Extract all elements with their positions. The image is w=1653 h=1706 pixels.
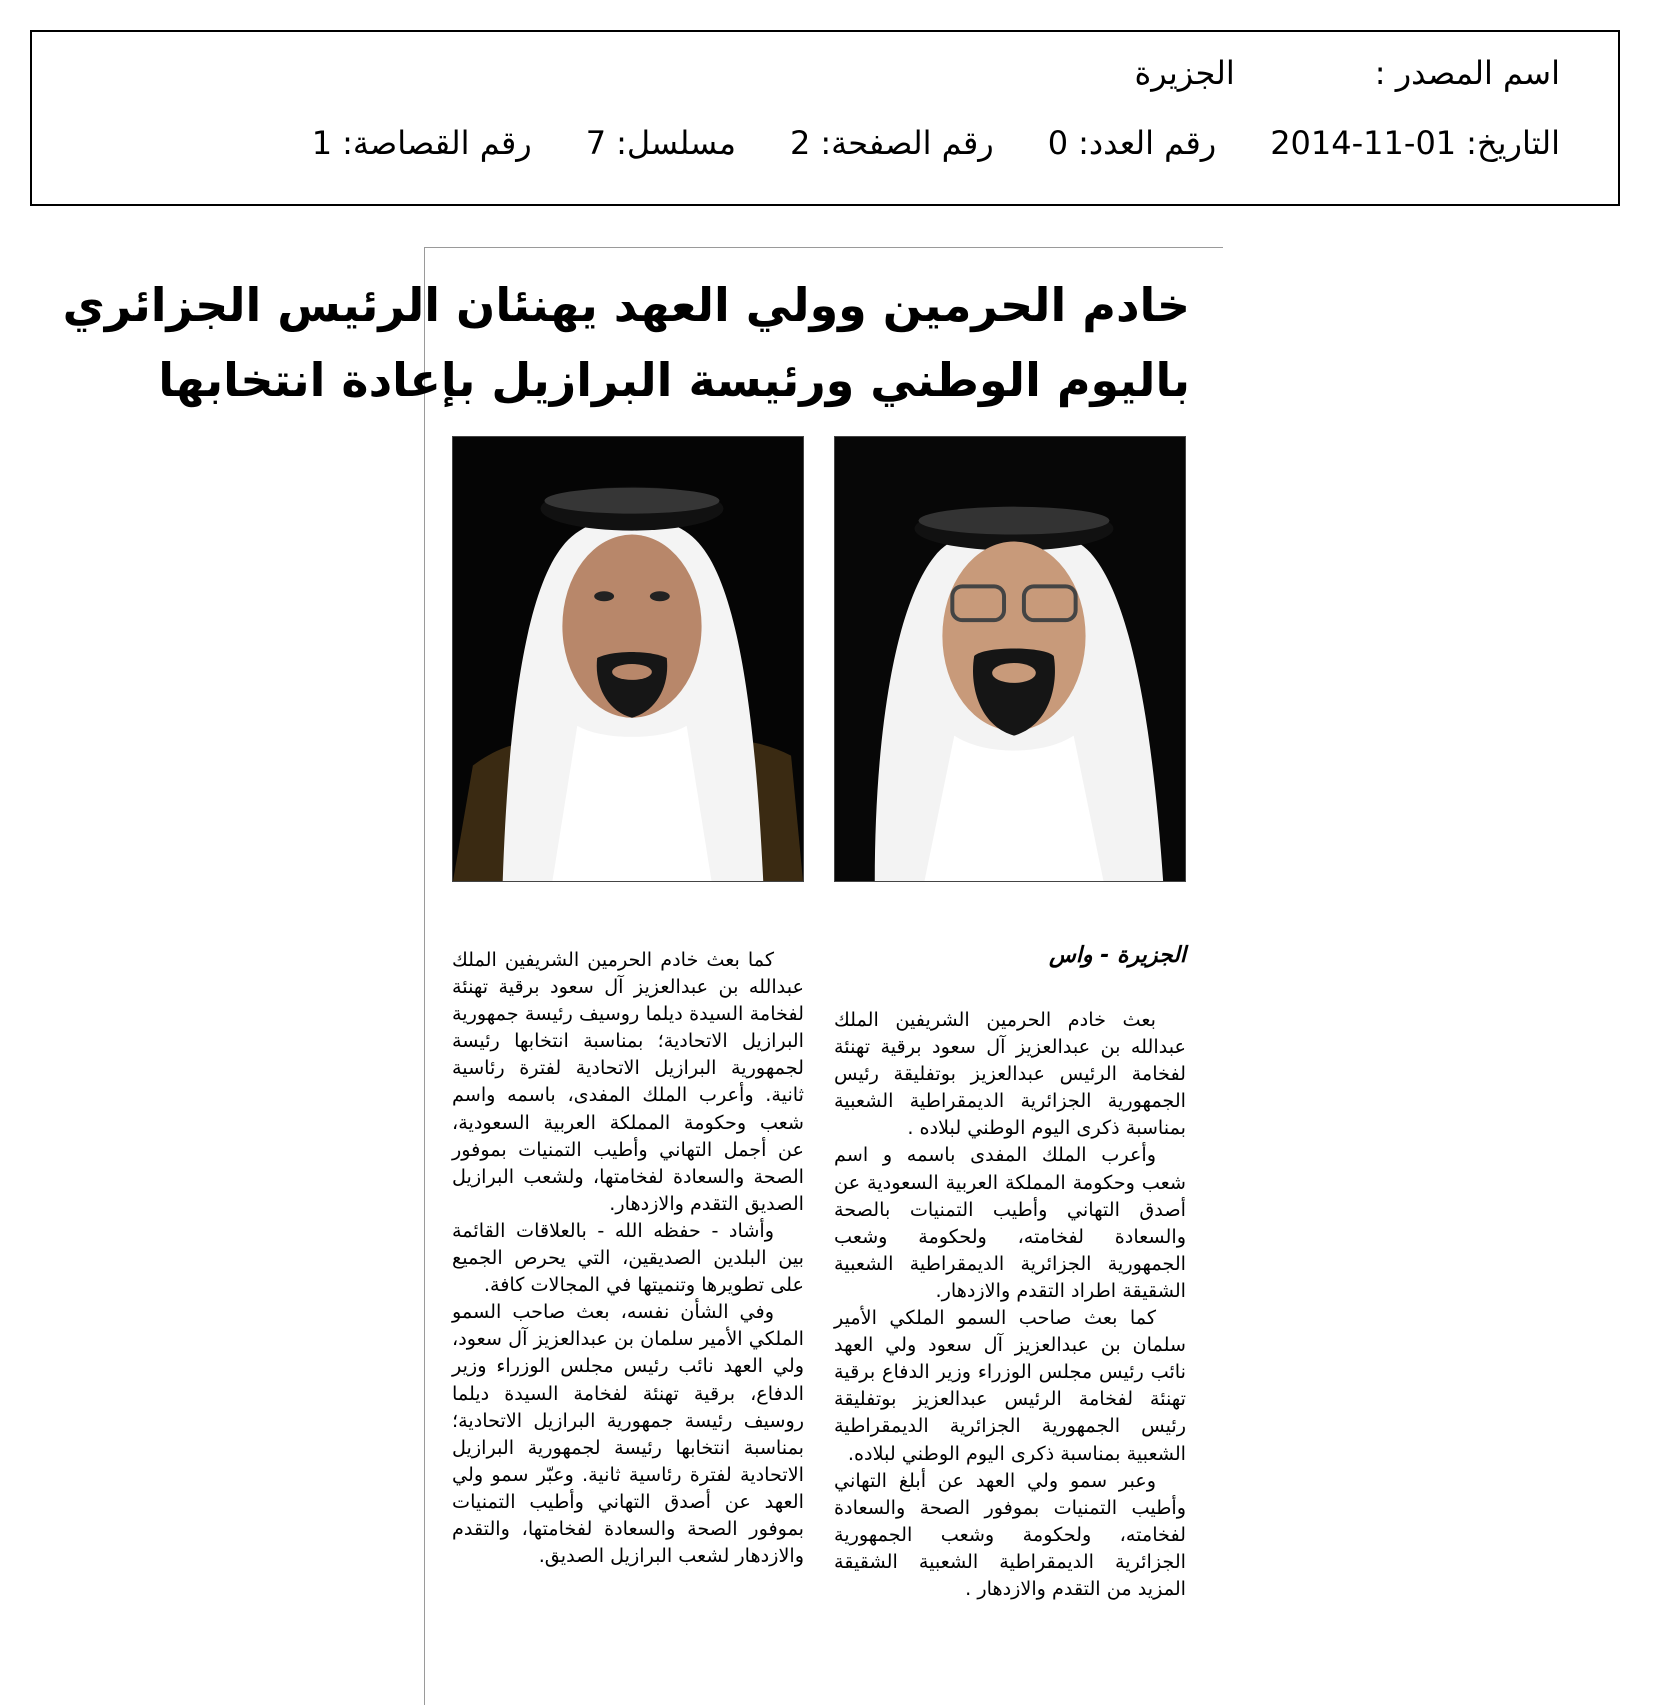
source-info-box — [30, 30, 1620, 206]
source-label: اسم المصدر : — [1374, 54, 1560, 92]
serial-value: 7 — [585, 124, 607, 162]
source-value: الجزيرة — [1134, 54, 1235, 92]
paragraph: كما بعث خادم الحرمين الشريفين الملك عبدالله بن عبدالعزيز آل سعود برقية تهنئة لفخامة السيدة ديلما روسيف رئيسة جمهورية البرازيل الاتحادية؛ بمناسبة انتخابها رئيسة لجمهورية البرازيل الاتحادية لفترة رئاسية ثانية. وأعرب الملك المفدى، باسمه واسم شعب وحكومة المملكة العربية السعودية، عن أجمل التهاني وأطيب التمنيات بموفور الصحة والسعادة لفخامتها، ولشعب البرازيل الصديق التقدم والازدهار. — [452, 948, 804, 1215]
issue-label: رقم العدد: — [1078, 124, 1217, 162]
page-value: 2 — [789, 124, 811, 162]
byline: الجزيرة - واس — [1049, 943, 1186, 968]
article-column-right — [834, 1006, 1186, 1602]
page-label: رقم الصفحة: — [820, 124, 994, 162]
portrait-photo-icon — [453, 437, 803, 881]
serial-label: مسلسل: — [616, 124, 736, 162]
headline-line-2: باليوم الوطني ورئيسة البرازيل بإعادة انتخابها — [158, 353, 1190, 407]
clip-label: رقم القصاصة: — [342, 124, 532, 162]
clip-value: 1 — [311, 124, 333, 162]
issue-value: 0 — [1047, 124, 1069, 162]
paragraph: وفي الشأن نفسه، بعث صاحب السمو الملكي الأمير سلمان بن عبدالعزيز آل سعود، ولي العهد نائب رئيس مجلس الوزراء وزير الدفاع، برقية تهنئة لفخامة السيدة ديلما روسيف رئيسة جمهورية البرازيل الاتحادية؛ بمناسبة انتخابها رئيسة لجمهورية البرازيل الاتحادية لفترة رئاسية ثانية. وعبّر سمو ولي العهد عن أصدق التهاني وأطيب التمنيات بموفور الصحة والسعادة لفخامتها، والتقدم والازدهار لشعب البرازيل الصديق. — [452, 1300, 804, 1568]
source-row — [1134, 54, 1560, 92]
paragraph: بعث خادم الحرمين الشريفين الملك عبدالله بن عبدالعزيز آل سعود برقية تهنئة لفخامة الرئيس عبدالعزيز بوتفليقة رئيس الجمهورية الجزائرية الديمقراطية الشعبية بمناسبة ذكرى اليوم الوطني لبلاده . — [834, 1008, 1186, 1140]
paragraph: وأشاد - حفظه الله - بالعلاقات القائمة بين البلدين الصديقين، التي يحرص الجميع على تطويرها وتنميتها في المجالات كافة. — [452, 1218, 804, 1297]
paragraph: كما بعث صاحب السمو الملكي الأمير سلمان بن عبدالعزيز آل سعود ولي العهد نائب رئيس مجلس الوزراء وزير الدفاع برقية تهنئة لفخامة الرئيس عبدالعزيز بوتفليقة رئيس الجمهورية الجزائرية الديمقراطية الشعبية بمناسبة ذكرى اليوم الوطني لبلاده. — [834, 1306, 1186, 1465]
date-label: التاريخ: — [1466, 124, 1560, 162]
king-portrait-photo — [834, 436, 1186, 882]
details-row — [312, 124, 1560, 162]
paragraph: وأعرب الملك المفدى باسمه و اسم شعب وحكومة المملكة العربية السعودية عن أصدق التهاني وأطيب التمنيات بالصحة والسعادة لفخامته، ولحكومة وشعب الجمهورية الجزائرية الديمقراطية الشعبية الشقيقة اطراد التقدم والازدهار. — [834, 1143, 1186, 1302]
article-column-left — [452, 946, 804, 1569]
headline-line-1: خادم الحرمين وولي العهد يهنئان الرئيس الجزائري — [62, 278, 1190, 332]
crown-prince-portrait-photo — [452, 436, 804, 882]
portrait-photo-icon — [835, 437, 1185, 881]
paragraph: وعبر سمو ولي العهد عن أبلغ التهاني وأطيب التمنيات بموفور الصحة والسعادة لفخامته، ولحكومة وشعب الجمهورية الجزائرية الديمقراطية الشعبية الشقيقة المزيد من التقدم والازدهار . — [834, 1468, 1186, 1600]
date-value: 2014-11-01 — [1270, 124, 1457, 162]
